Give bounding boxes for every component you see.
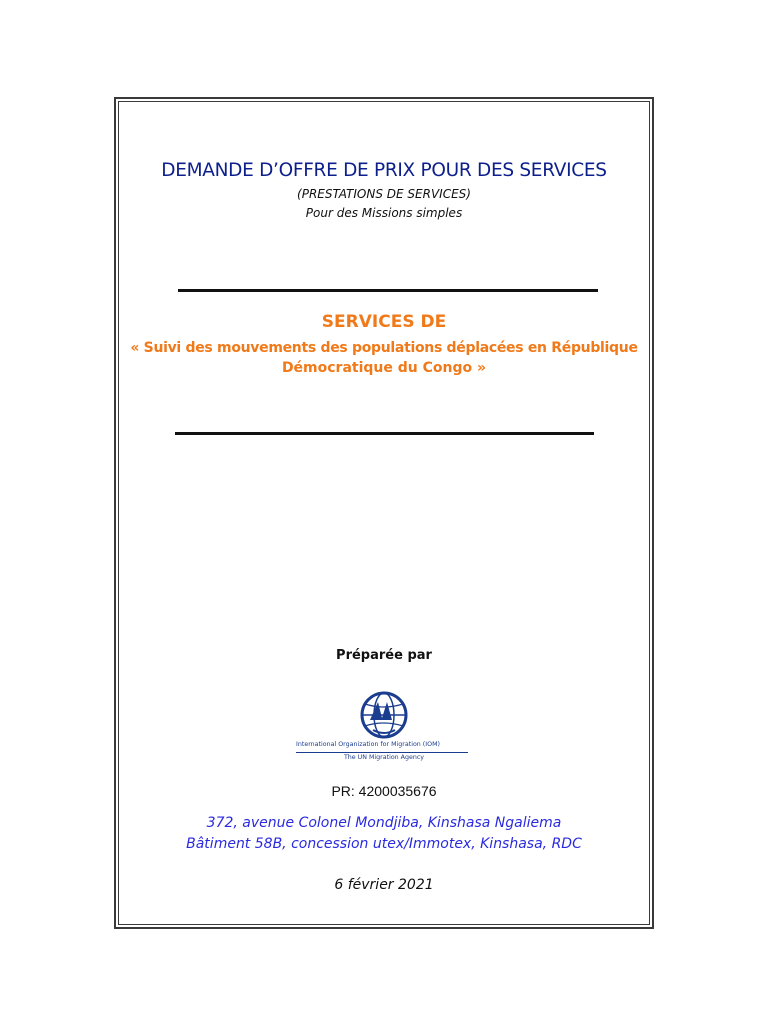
logo-divider <box>296 752 468 753</box>
purchase-request-number: PR: 4200035676 <box>331 783 437 799</box>
horizontal-rule-top <box>178 289 598 292</box>
address-line1: 372, avenue Colonel Mondjiba, Kinshasa Ngaliema <box>206 815 562 831</box>
document-title: DEMANDE D’OFFRE DE PRIX POUR DES SERVICES <box>161 160 607 181</box>
page-border-inner <box>118 101 650 925</box>
services-heading: SERVICES DE <box>321 312 447 332</box>
horizontal-rule-bottom <box>175 432 594 435</box>
iom-globe-logo-icon <box>356 690 412 740</box>
services-description-line1: « Suivi des mouvements des populations déplacées en République <box>130 340 638 356</box>
logo-tagline: The UN Migration Agency <box>343 754 425 761</box>
document-subtitle-scope: Pour des Missions simples <box>305 206 463 220</box>
iom-logo <box>296 690 472 770</box>
prepared-by-label: Préparée par <box>336 648 432 663</box>
address-line2: Bâtiment 58B, concession utex/Immotex, Kinshasa, RDC <box>186 836 582 852</box>
services-description-line2: Démocratique du Congo » <box>281 360 487 376</box>
logo-organization-name: International Organization for Migration (IOM) <box>296 741 440 748</box>
document-date: 6 février 2021 <box>334 877 434 893</box>
document-subtitle-type: (PRESTATIONS DE SERVICES) <box>297 187 471 201</box>
